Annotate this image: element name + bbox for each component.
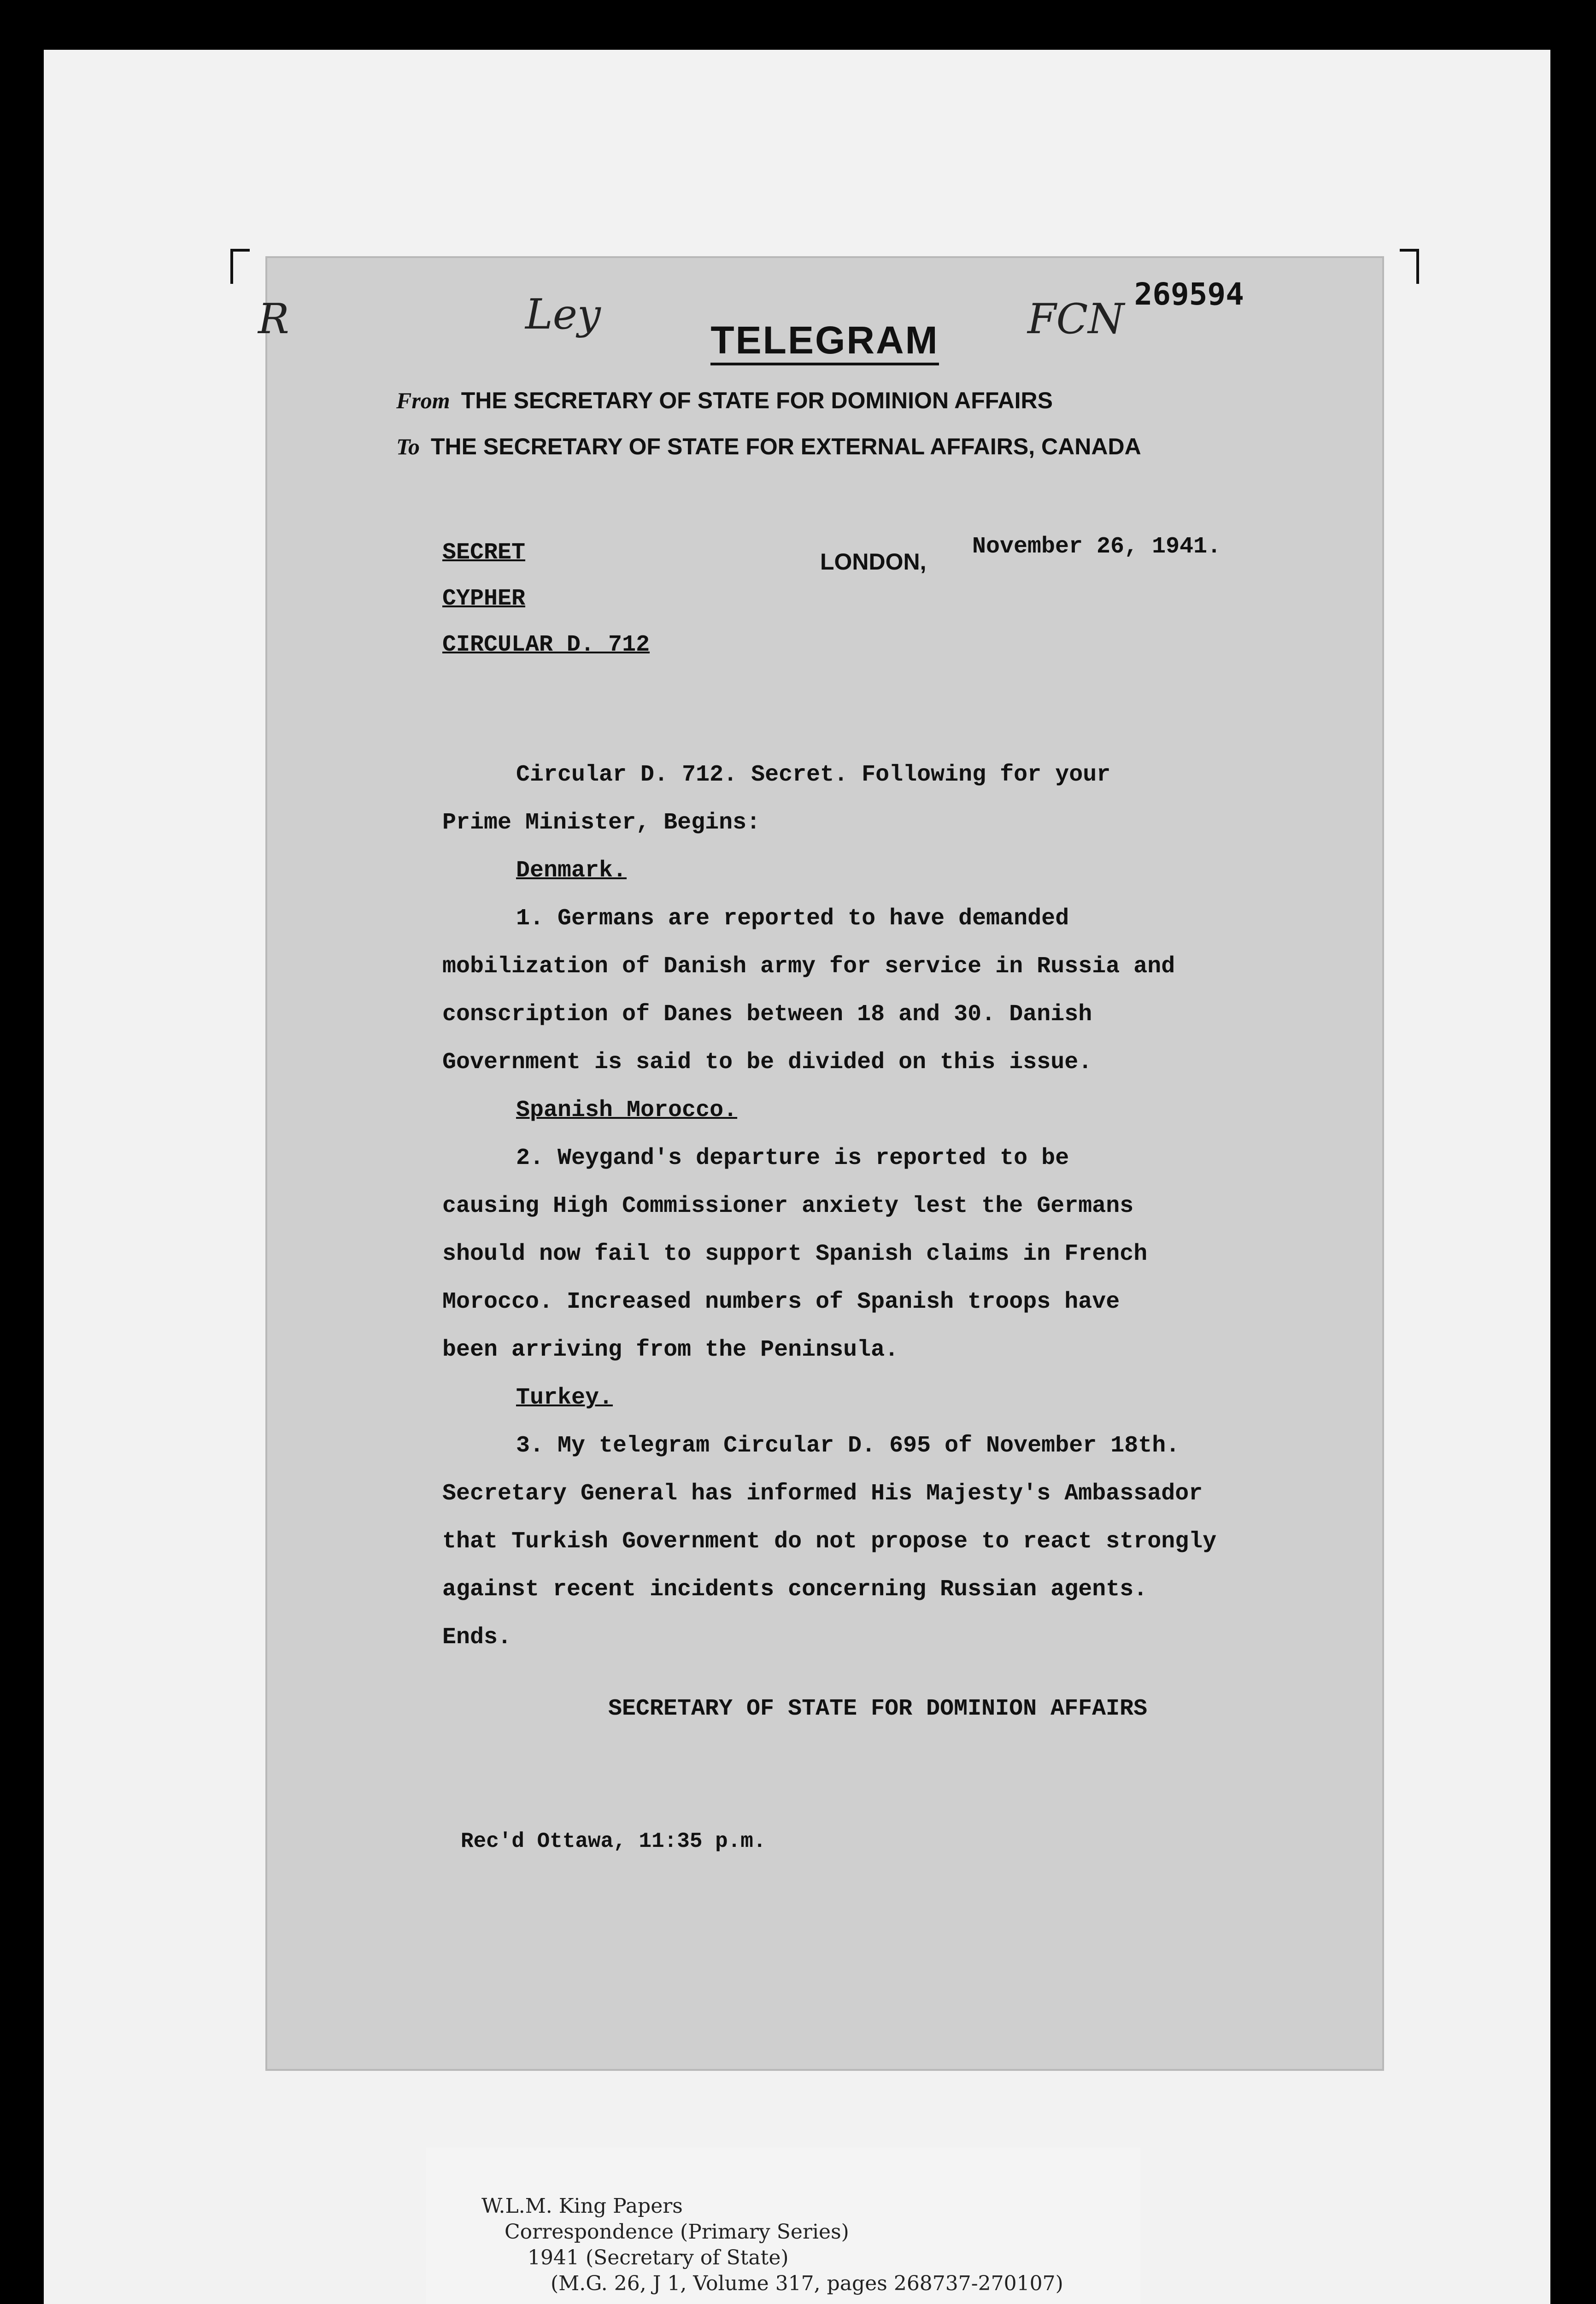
body-line: Ends. [442, 1624, 512, 1651]
from-label: From [396, 388, 450, 413]
from-text: THE SECRETARY OF STATE FOR DOMINION AFFAIRS [461, 388, 1053, 413]
to-line [396, 433, 1141, 460]
circular-reference: CIRCULAR D. 712 [442, 632, 650, 658]
body-line: been arriving from the Peninsula. [442, 1337, 899, 1363]
to-text: THE SECRETARY OF STATE FOR EXTERNAL AFFAIRS, CANADA [430, 434, 1141, 459]
body-line: should now fail to support Spanish claims in French [442, 1241, 1148, 1267]
body-line: Prime Minister, Begins: [442, 810, 761, 836]
corner-mark-left [230, 249, 250, 284]
telegram-document [258, 258, 1382, 2069]
label-line: Correspondence (Primary Series) [505, 2220, 849, 2244]
body-line: 3. My telegram Circular D. 695 of November 18th. [516, 1433, 1180, 1459]
classification-block [442, 530, 650, 668]
body-line: 1. Germans are reported to have demanded [516, 905, 1069, 932]
corner-mark-right [1400, 249, 1419, 284]
body-line: 2. Weygand's departure is reported to be [516, 1145, 1069, 1171]
body-line: that Turkish Government do not propose to react strongly [442, 1528, 1217, 1555]
body-line: causing High Commissioner anxiety lest the Germans [442, 1193, 1134, 1219]
body-line: mobilization of Danish army for service in Russia and [442, 953, 1175, 980]
heading-denmark: Denmark. [516, 858, 627, 884]
heading-turkey: Turkey. [516, 1385, 613, 1411]
handwritten-mark-ley: Ley [525, 290, 601, 339]
handwritten-mark-r: R [258, 295, 289, 343]
body-line: Secretary General has informed His Majesty's Ambassador [442, 1481, 1203, 1507]
body-line: Circular D. 712. Secret. Following for your [516, 762, 1111, 788]
handwritten-mark-fcn: FCN [1027, 295, 1125, 343]
classification-cypher: CYPHER [442, 586, 526, 612]
label-line: W.L.M. King Papers [481, 2194, 683, 2218]
place-of-origin: LONDON, [820, 549, 927, 575]
body-line: conscription of Danes between 18 and 30. Danish [442, 1001, 1092, 1028]
telegram-title: TELEGRAM [267, 318, 1382, 363]
body-line: against recent incidents concerning Russian agents. [442, 1576, 1148, 1603]
classification-secret: SECRET [442, 540, 526, 566]
telegram-body [442, 751, 1355, 1662]
heading-spanish-morocco: Spanish Morocco. [516, 1097, 738, 1123]
body-line: Government is said to be divided on this issue. [442, 1049, 1092, 1076]
label-line: (M.G. 26, J 1, Volume 317, pages 268737-270107) [551, 2272, 1063, 2295]
received-note: Rec'd Ottawa, 11:35 p.m. [461, 1829, 766, 1853]
document-number: 269594 [1134, 276, 1244, 312]
telegram-date: November 26, 1941. [972, 534, 1221, 560]
archive-label [426, 2147, 1140, 2304]
to-label: To [396, 434, 420, 459]
body-line: Morocco. Increased numbers of Spanish troops have [442, 1289, 1120, 1315]
signature-line: SECRETARY OF STATE FOR DOMINION AFFAIRS [608, 1696, 1148, 1722]
label-line: 1941 (Secretary of State) [528, 2246, 789, 2269]
from-line [396, 387, 1053, 414]
